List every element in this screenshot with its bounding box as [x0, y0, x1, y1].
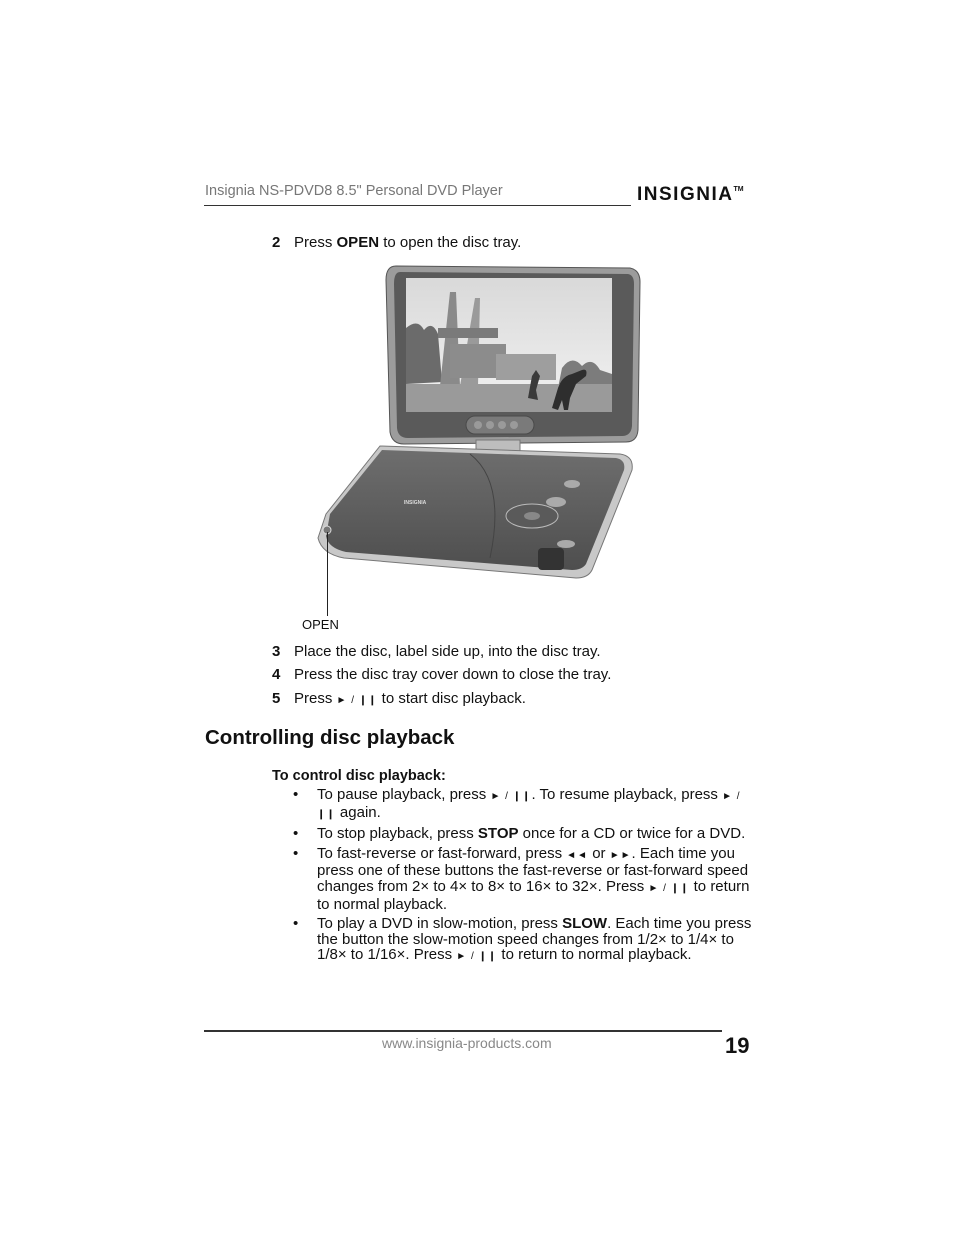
play-pause-icon: ► / ❙❙ [490, 791, 532, 802]
callout-line [327, 532, 328, 616]
bullet-glyph: • [293, 915, 299, 933]
step-text: Press [294, 234, 337, 251]
bullet-text: again. [335, 803, 381, 821]
bullet-text: . Each time you press one of these buttons the fast-reverse or fast-forward speed changes from 2× to 4× to 8× to 16× to 32×. Press [317, 844, 749, 895]
stop-key: STOP [477, 825, 519, 843]
bullet-text: . Each time you press the button the slow-motion speed changes from 1/2× to 1/4× to 1/8× to 1/16×. Press [317, 915, 752, 964]
step-text: to start disc playback. [377, 690, 526, 707]
header-rule [204, 205, 631, 206]
play-pause-icon: ► / ❙❙ [336, 695, 378, 706]
bullet-text: To stop playback, press [317, 825, 478, 843]
footer-rule [204, 1030, 722, 1032]
open-callout-label: OPEN [302, 617, 339, 632]
page-number: 19 [725, 1033, 750, 1058]
step-number: 5 [272, 690, 281, 707]
list-item [293, 916, 753, 965]
step-number: 2 [272, 234, 281, 251]
step-number: 4 [272, 666, 281, 683]
dvd-player-illustration [300, 258, 660, 588]
bullet-glyph: • [293, 844, 299, 862]
open-key: OPEN [336, 234, 380, 251]
bullet-list [293, 787, 753, 969]
play-pause-icon: ► / ❙❙ [456, 951, 498, 963]
device-brand: INSIGNIA [404, 500, 427, 506]
procedure-title: To control disc playback: [272, 768, 446, 784]
bullet-glyph: • [293, 825, 299, 843]
play-pause-icon: ► / ❙❙ [648, 882, 690, 894]
step-4 [272, 666, 611, 683]
bullet-text: or [588, 844, 610, 862]
fast-forward-icon: ►► [609, 849, 632, 861]
section-title: Controlling disc playback [205, 726, 455, 749]
bullet-text: . To resume playback, press [531, 786, 723, 803]
bullet-glyph: • [293, 786, 299, 803]
logo-trademark: TM [733, 186, 744, 193]
bullet-text: once for a CD or twice for a DVD. [518, 825, 746, 843]
dvd-player-figure [300, 258, 660, 588]
footer-url: www.insignia-products.com [382, 1035, 552, 1051]
list-item [293, 846, 753, 912]
bullet-text: to return to normal playback. [317, 877, 750, 913]
step-2 [272, 234, 521, 251]
bullet-text: To fast-reverse or fast-forward, press [317, 844, 567, 862]
bullet-text: to return to normal playback. [497, 946, 692, 964]
step-5 [272, 690, 526, 707]
step-number: 3 [272, 643, 281, 660]
step-text: Place the disc, label side up, into the disc tray. [294, 643, 601, 660]
logo-wordmark: INSIGNIA [637, 184, 734, 205]
step-3 [272, 643, 601, 660]
step-text: Press [294, 690, 337, 707]
play-pause-icon: ► / ❙❙ [317, 791, 741, 820]
list-item [293, 826, 753, 842]
step-text: Press the disc tray cover down to close the tray. [294, 666, 612, 683]
fast-reverse-icon: ◄◄ [566, 849, 589, 861]
bullet-text: To pause playback, press [317, 786, 491, 803]
bullet-text: To play a DVD in slow-motion, press [317, 915, 563, 933]
slow-key: SLOW [562, 915, 608, 933]
insignia-logo [637, 184, 744, 206]
list-item [293, 787, 753, 822]
running-header: Insignia NS-PDVD8 8.5" Personal DVD Player [205, 183, 503, 199]
step-text: to open the disc tray. [379, 234, 522, 251]
